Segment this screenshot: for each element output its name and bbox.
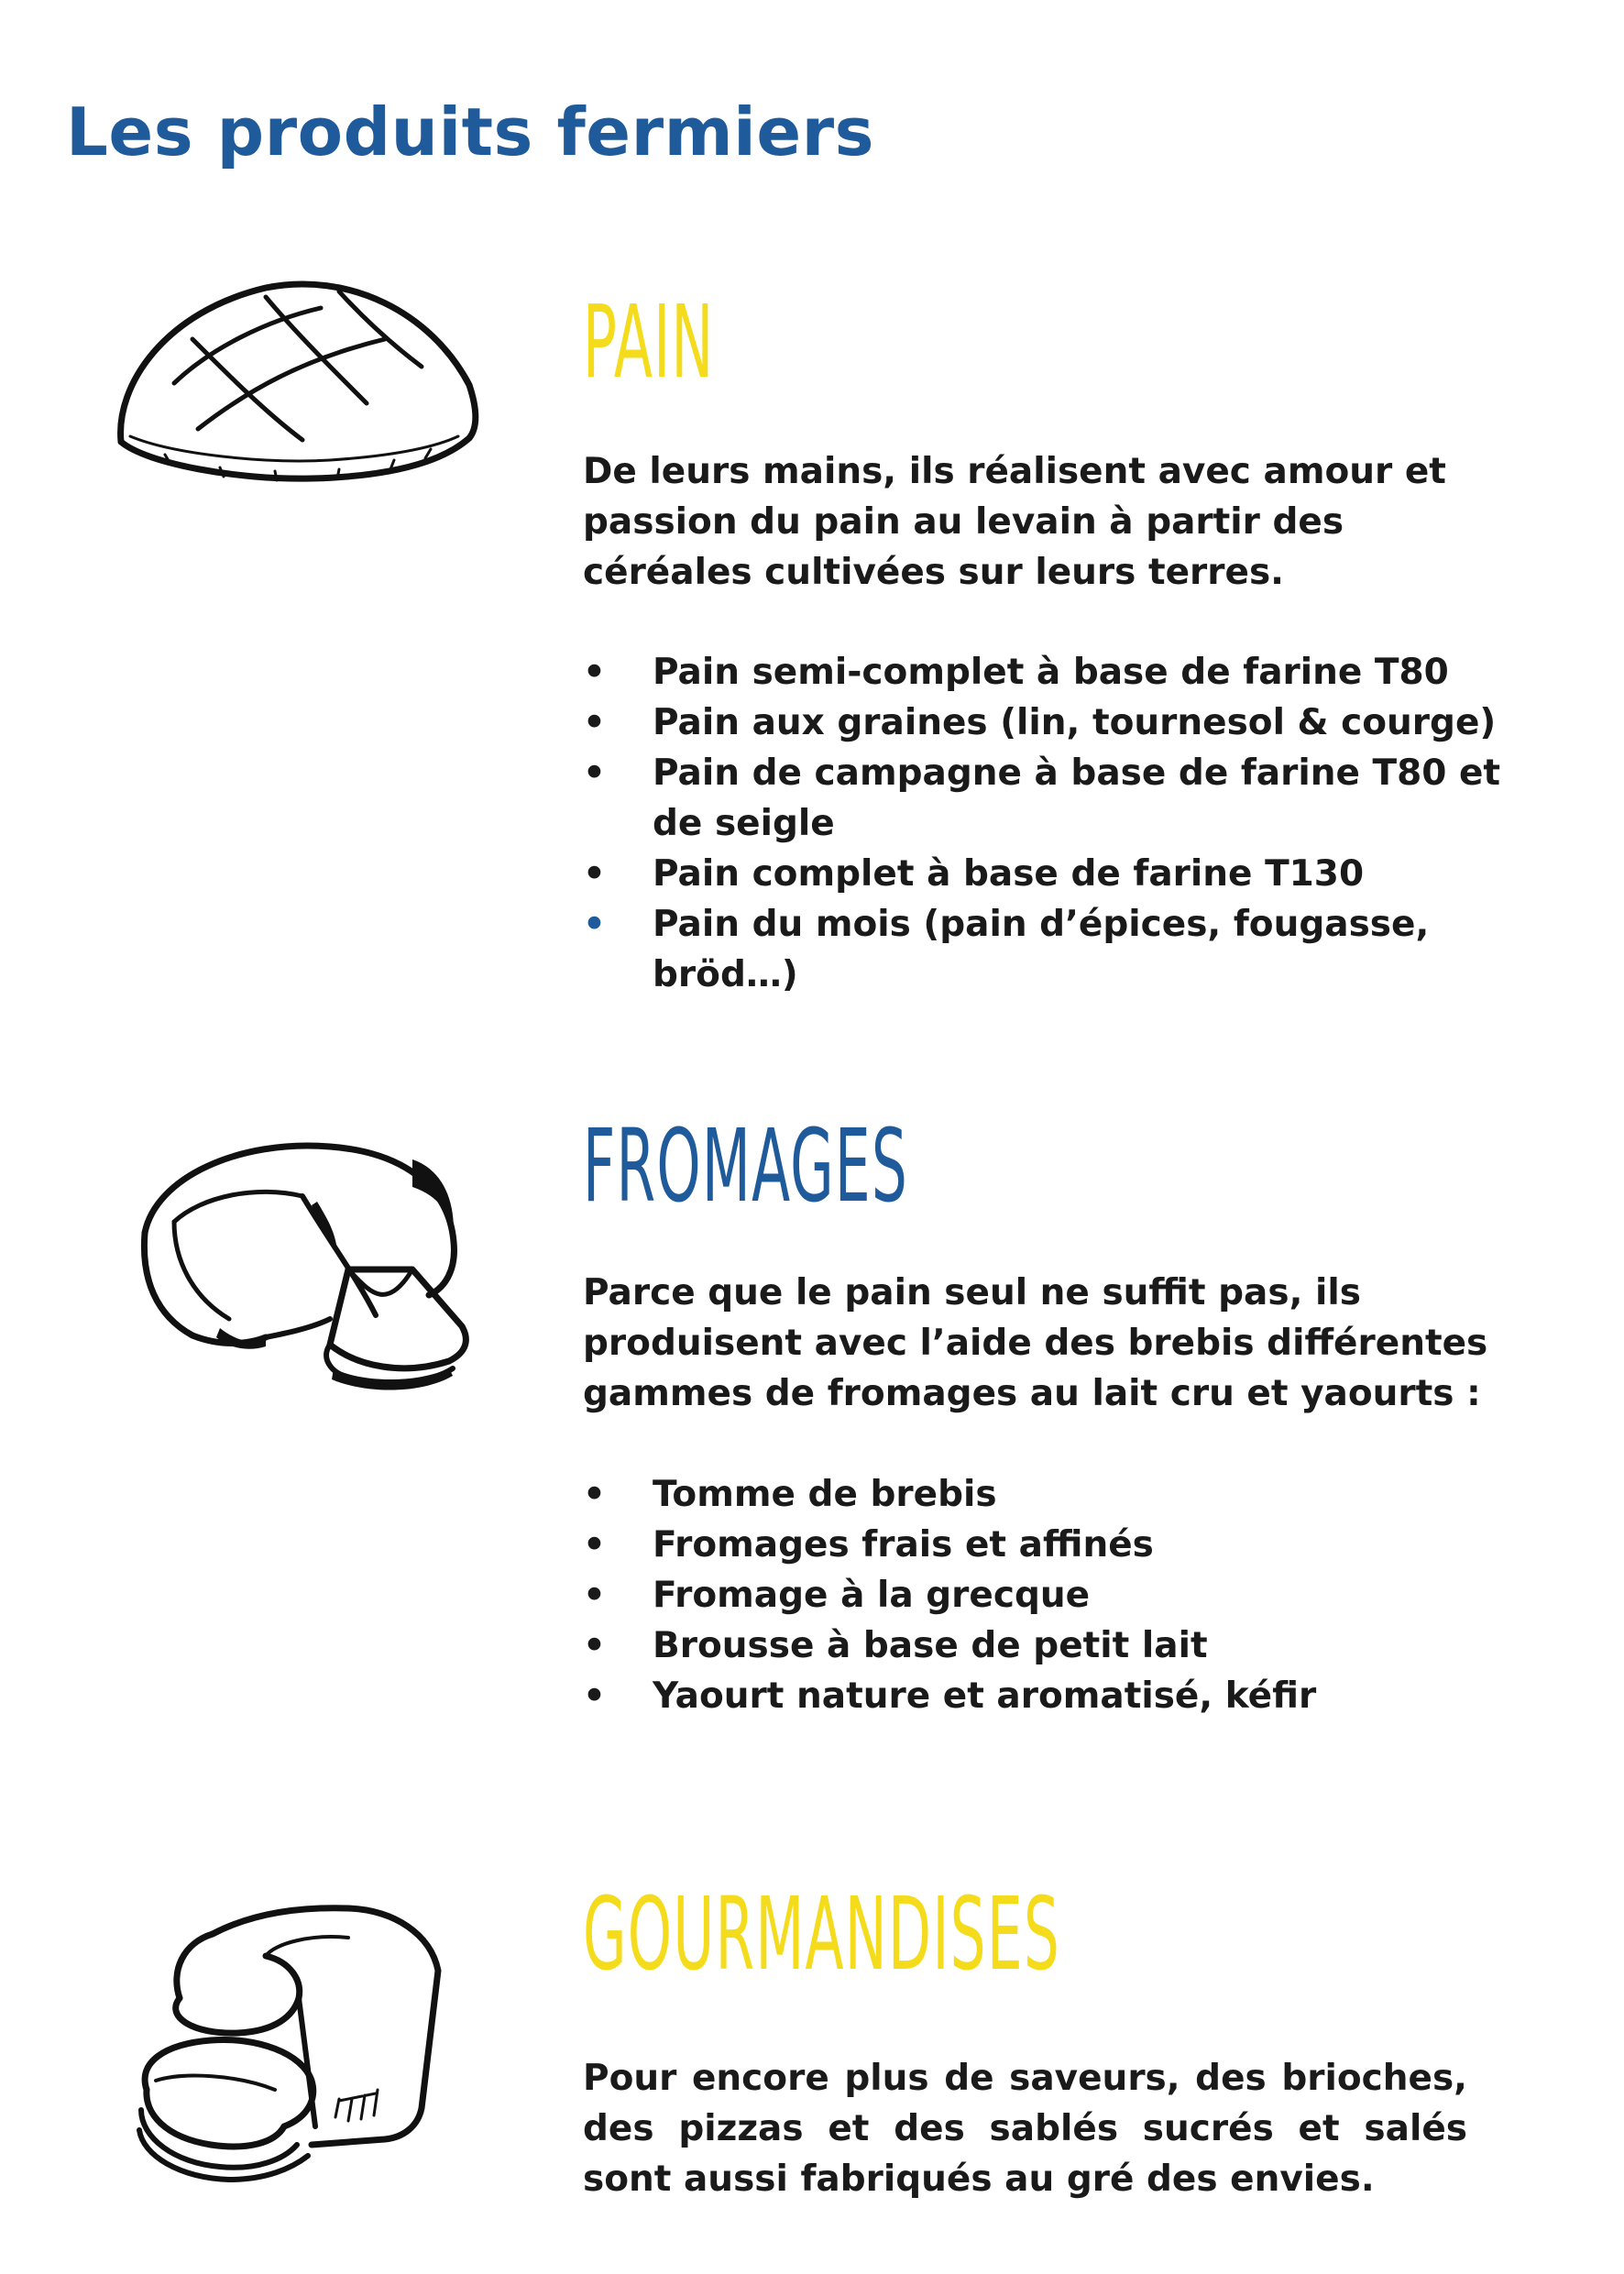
- bullet-dot: •: [583, 1474, 606, 1515]
- section-title-pain: PAIN: [583, 283, 715, 401]
- list-item-text: Pain de campagne à base de farine T80 et de seigle: [653, 753, 1501, 844]
- bullet-dot: •: [583, 853, 606, 895]
- section-intro-gourmandises: Pour encore plus de saveurs, des brioches, des pizzas et des sablés sucrés et salés sont aussi fabriqués au gré des envies.: [583, 2058, 1467, 2200]
- list-item-text: Fromages frais et affinés: [653, 1524, 1154, 1565]
- bullet-list-pain: [583, 647, 1554, 1000]
- list-item: [583, 748, 1554, 849]
- list-item: [583, 647, 1554, 698]
- bullet-dot: •: [583, 1675, 606, 1717]
- section-title-fromages: FROMAGES: [583, 1107, 909, 1225]
- list-item-text: Yaourt nature et aromatisé, kéfir: [653, 1675, 1317, 1717]
- list-item: [583, 1671, 1554, 1721]
- list-item-text: Pain aux graines (lin, tournesol & courge): [653, 702, 1497, 743]
- page-title: Les produits fermiers: [66, 93, 875, 170]
- section-intro-fromages: Parce que le pain seul ne suffit pas, ils produisent avec l’aide des brebis différentes gammes de fromages au lait cru et yaourts :: [583, 1272, 1488, 1414]
- bread-loaf-icon: [110, 275, 481, 490]
- list-item: [583, 899, 1554, 1000]
- bullet-dot: •: [583, 904, 606, 945]
- list-item: [583, 1520, 1554, 1570]
- list-item: [583, 698, 1554, 748]
- bullet-dot: •: [583, 1625, 606, 1666]
- bullet-list-fromages: [583, 1469, 1554, 1721]
- list-item-text: Fromage à la grecque: [653, 1575, 1091, 1616]
- bullet-dot: •: [583, 652, 606, 693]
- cheese-wheel-icon: [137, 1132, 486, 1412]
- list-item-text: Brousse à base de petit lait: [653, 1625, 1208, 1666]
- list-item-text: Pain du mois (pain d’épices, fougasse, bröd…): [653, 904, 1430, 995]
- brioche-loaf-icon: [128, 1897, 449, 2186]
- bullet-dot: •: [583, 702, 606, 743]
- list-item-text: Pain complet à base de farine T130: [653, 853, 1365, 895]
- list-item-text: Pain semi-complet à base de farine T80: [653, 652, 1449, 693]
- bullet-dot: •: [583, 753, 606, 794]
- list-item: [583, 1620, 1554, 1671]
- section-title-gourmandises: GOURMANDISES: [583, 1875, 1061, 1993]
- list-item: [583, 1469, 1554, 1520]
- list-item: [583, 1570, 1554, 1620]
- bullet-dot: •: [583, 1524, 606, 1565]
- list-item: [583, 849, 1554, 899]
- section-intro-pain: De leurs mains, ils réalisent avec amour et passion du pain au levain à partir des céréales cultivées sur leurs terres.: [583, 451, 1446, 593]
- bullet-dot: •: [583, 1575, 606, 1616]
- list-item-text: Tomme de brebis: [653, 1474, 997, 1515]
